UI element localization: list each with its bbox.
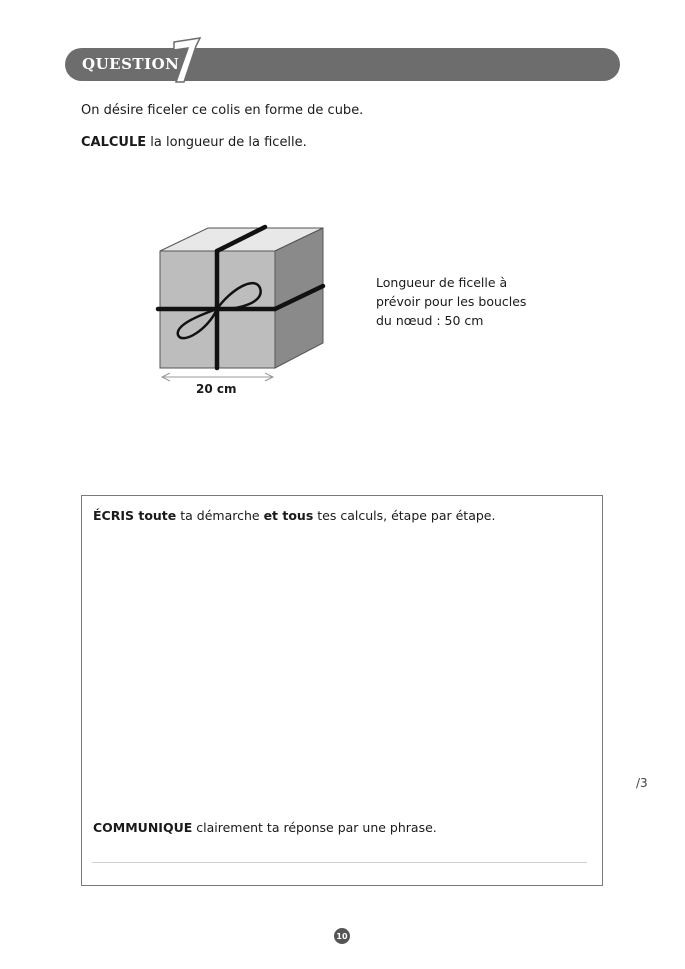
score-label: /3 [636,776,648,790]
ecris-keyword: ÉCRIS toute [93,508,177,523]
question-label: QUESTION [82,55,180,73]
dimension-arrow [162,373,273,381]
gift-cube-illustration [150,220,340,405]
intro-text: On désire ficeler ce colis en forme de cube. [81,103,364,118]
task-instruction [81,135,307,150]
answer-line[interactable] [92,862,587,863]
ecris-mid: ta démarche [176,508,264,523]
task-keyword: CALCULE [81,135,147,150]
communique-keyword: COMMUNIQUE [93,820,193,835]
string-length-note: Longueur de ficelle à prévoir pour les boucles du nœud : 50 cm [376,275,527,328]
task-text: la longueur de la ficelle. [146,135,307,150]
communique-text: clairement ta réponse par une phrase. [192,820,437,835]
ecris-end: tes calculs, étape par étape. [313,508,496,523]
page-number-badge: 10 [334,928,350,944]
question-number-glyph [166,30,206,90]
work-instruction [93,508,495,523]
ecris-bold2: et tous [263,508,314,523]
communicate-instruction [93,820,437,835]
dimension-label: 20 cm [196,382,237,396]
